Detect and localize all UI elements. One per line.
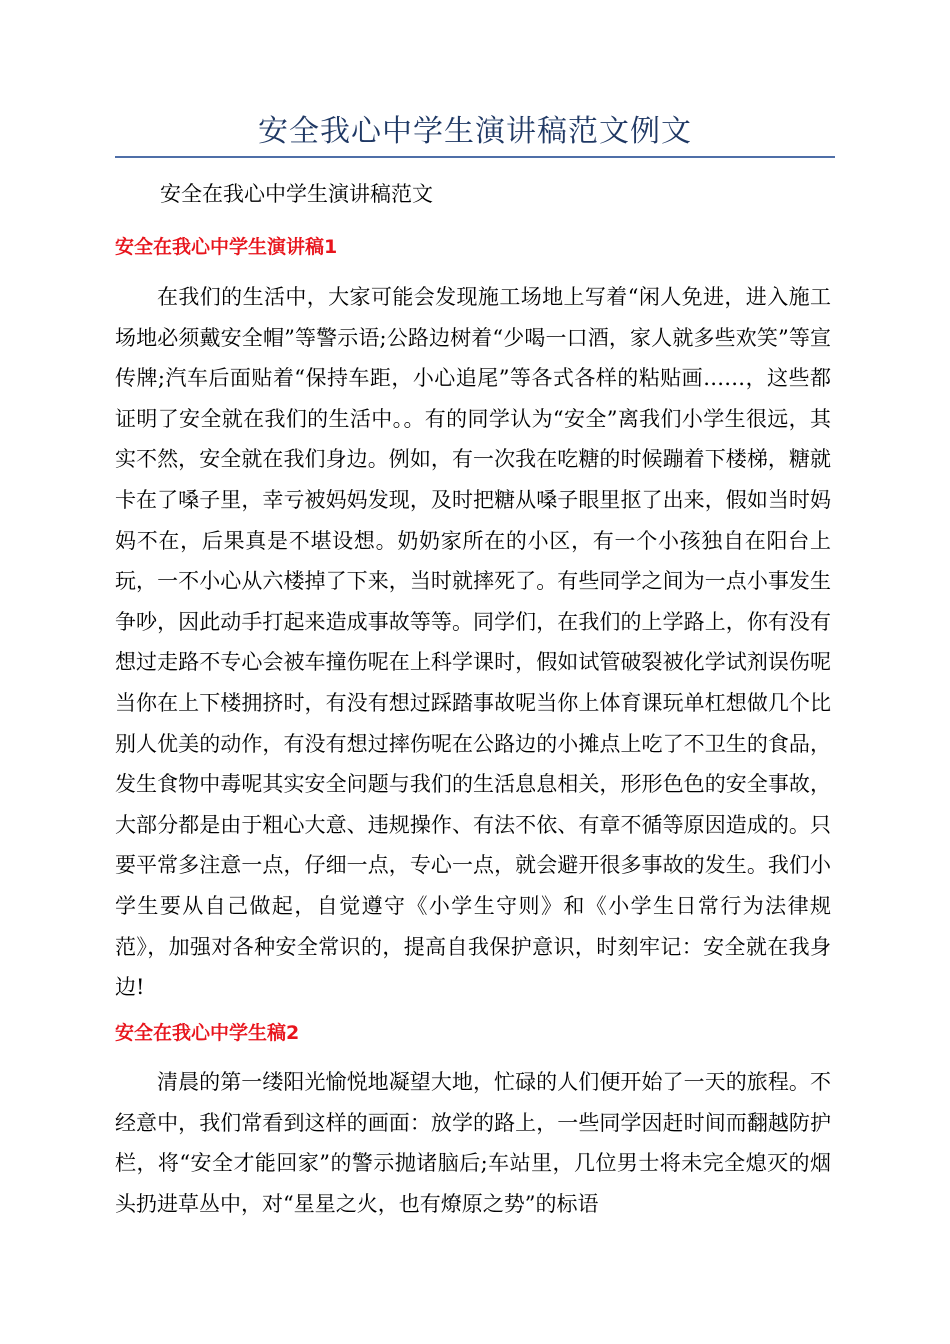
title-divider: [115, 156, 835, 158]
section-paragraph-2: 清晨的第一缕阳光愉悦地凝望大地，忙碌的人们便开始了一天的旅程。不经意中，我们常看到这样的画面：放学的路上，一些同学因赶时间而翻越防护栏，将“安全才能回家”的警示抛诸脑后;车站里，几位男士将未完全熄灭的烟头扔进草丛中，对“星星之火，也有燎原之势”的标语: [115, 1070, 831, 1216]
section-heading-2: 安全在我心中学生稿2: [115, 1022, 300, 1044]
page-title: 安全我心中学生演讲稿范文例文: [258, 114, 692, 149]
section-heading-1: 安全在我心中学生演讲稿1: [115, 236, 338, 258]
document-subtitle: 安全在我心中学生演讲稿范文: [160, 182, 433, 206]
section-paragraph-1: 在我们的生活中，大家可能会发现施工场地上写着“闲人免进，进入施工场地必须戴安全帽”等警示语;公路边树着“少喝一口酒，家人就多些欢笑”等宣传牌;汽车后面贴着“保持车距，小心追尾”等各式各样的粘贴画……，这些都证明了安全就在我们的生活中。。有的同学认为“安全”离我们小学生很远，其实不然，安全就在我们身边。例如，有一次我在吃糖的时候蹦着下楼梯，糖就卡在了嗓子里，幸亏被妈妈发现，及时把糖从嗓子眼里抠了出来，假如当时妈妈不在，后果真是不堪设想。奶奶家所在的小区，有一个小孩独自在阳台上玩，一不小心从六楼掉了下来，当时就摔死了。有些同学之间为一点小事发生争吵，因此动手打起来造成事故等等。同学们，在我们的上学路上，你有没有想过走路不专心会被车撞伤呢在上科学课时，假如试管破裂被化学试剂误伤呢当你在上下楼拥挤时，有没有想过踩踏事故呢当你上体育课玩单杠想做几个比别人优美的动作，有没有想过摔伤呢在公路边的小摊点上吃了不卫生的食品，发生食物中毒呢其实安全问题与我们的生活息息相关，形形色色的安全事故，大部分都是由于粗心大意、违规操作、有法不依、有章不循等原因造成的。只要平常多注意一点，仔细一点，专心一点，就会避开很多事故的发生。我们小学生要从自己做起，自觉遵守《小学生守则》和《小学生日常行为法律规范》，加强对各种安全常识的，提高自我保护意识，时刻牢记：安全就在我身边!: [115, 285, 831, 1000]
